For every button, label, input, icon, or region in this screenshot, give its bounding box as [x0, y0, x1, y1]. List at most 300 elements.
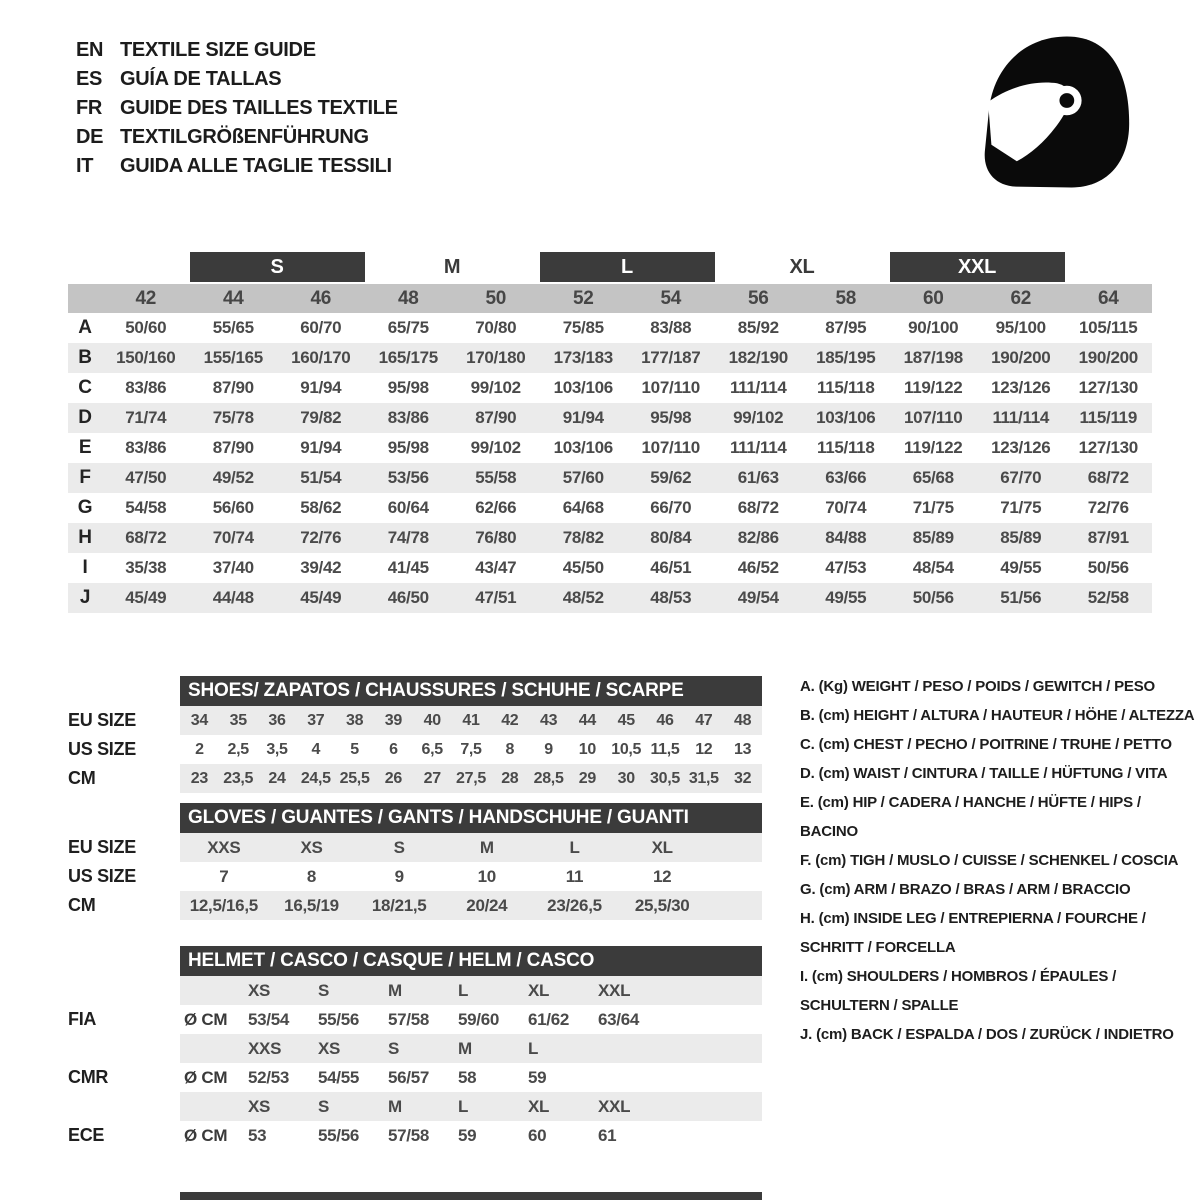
measure-cell: 127/130 [1078, 438, 1138, 457]
shoes-cell: 6 [389, 740, 398, 758]
size-number-cell: 46 [310, 287, 332, 309]
measure-cell: 83/88 [650, 318, 692, 337]
helmet-cell: 59 [528, 1067, 547, 1087]
measure-cell: 57/60 [562, 468, 604, 487]
helmet-cell: L [458, 1096, 469, 1116]
measure-cell: 95/98 [387, 378, 429, 397]
size-number-cell: 56 [747, 287, 769, 309]
legend-item: F. (cm) TIGH / MUSLO / CUISSE / SCHENKEL / COSCIA [800, 852, 1179, 869]
measure-row-I [68, 553, 1152, 583]
gloves-cell: 10 [477, 866, 496, 886]
shoes-values [180, 764, 762, 793]
measure-cell: 70/74 [825, 498, 867, 517]
measure-cell: 71/74 [125, 408, 167, 427]
gloves-section-title: GLOVES / GUANTES / GANTS / HANDSCHUHE / GUANTI [180, 803, 762, 833]
shoes-cell: 42 [501, 711, 519, 729]
legend-item: B. (cm) HEIGHT / ALTURA / HAUTEUR / HÖHE / ALTEZZA [800, 707, 1195, 724]
gloves-values [180, 891, 762, 920]
shoes-cell: 3,5 [266, 740, 288, 758]
helmet-cell: M [388, 1096, 402, 1116]
shoes-cell: 8 [505, 740, 515, 758]
size-number-cell: 58 [835, 287, 857, 309]
measure-cell: 65/68 [912, 468, 954, 487]
shoes-cell: 23 [190, 769, 208, 787]
helmet-cell: XXL [598, 1096, 631, 1116]
measure-cell: 91/94 [562, 408, 604, 427]
measure-cell: 123/126 [991, 438, 1051, 457]
measure-cell: 119/122 [904, 438, 963, 457]
helmet-section [68, 946, 762, 1150]
measure-cell: 85/89 [1000, 528, 1042, 547]
measure-cell: 49/55 [825, 588, 867, 607]
shoes-cell: 39 [384, 711, 402, 729]
standard-label [68, 976, 180, 1005]
measure-cell: 71/75 [912, 498, 954, 517]
shoes-cell: 10,5 [611, 740, 642, 758]
size-number-cell: 50 [485, 287, 507, 309]
measure-row-G [68, 493, 1152, 523]
shoes-cell: 13 [733, 740, 752, 758]
shoes-cell: 11,5 [650, 740, 680, 758]
measure-cell: 91/94 [300, 438, 342, 457]
measure-cell: 87/90 [212, 438, 254, 457]
shoes-cell: 10 [578, 740, 596, 758]
measure-cell: 165/175 [378, 348, 438, 367]
measure-cell: 79/82 [300, 408, 342, 427]
language-row-it [76, 152, 398, 181]
measure-cell: 74/78 [387, 528, 429, 547]
measure-cell: 187/198 [903, 348, 963, 367]
shoes-cell: 24,5 [300, 769, 331, 787]
measure-cell: 51/54 [300, 468, 342, 487]
row-letter: C [78, 377, 92, 398]
size-number-cell: 42 [135, 287, 157, 309]
shoes-row [68, 764, 762, 793]
size-band-xxl: XXL [890, 252, 1065, 282]
measure-cell: 48/52 [562, 588, 604, 607]
helmet-values [180, 1121, 762, 1150]
measure-cell: 35/38 [125, 558, 167, 577]
gloves-cell: 25,5/30 [634, 895, 690, 915]
measure-cell: 90/100 [908, 318, 959, 337]
shoes-values [180, 735, 762, 764]
helmet-cell: 61 [598, 1125, 617, 1145]
measure-cell: 49/52 [212, 468, 254, 487]
measure-cell: 49/55 [1000, 558, 1042, 577]
helmet-cell: XS [248, 1096, 271, 1116]
legend-item: A. (Kg) WEIGHT / PESO / POIDS / GEWITCH / PESO [800, 678, 1155, 695]
measure-cell: 107/110 [641, 378, 700, 397]
size-number-cell: 60 [922, 287, 944, 309]
gloves-values [180, 833, 762, 862]
measure-cell: 49/54 [737, 588, 779, 607]
helmet-cell: XXL [598, 980, 631, 1000]
measure-cell: 44/48 [212, 588, 254, 607]
legend-item: D. (cm) WAIST / CINTURA / TAILLE / HÜFTUNG / VITA [800, 765, 1168, 782]
measure-cell: 87/90 [475, 408, 517, 427]
measure-cell: 48/54 [912, 558, 954, 577]
language-row-es [76, 65, 398, 94]
side-label: CM [68, 895, 96, 915]
corner-spacer [68, 284, 102, 313]
shoes-cell: 2 [195, 740, 204, 758]
measure-cell: 103/106 [553, 378, 613, 397]
shoes-cell: 30 [617, 769, 635, 787]
helmet-cell: XS [248, 980, 271, 1000]
shoes-cell: 32 [733, 769, 752, 787]
measure-cell: 83/86 [125, 378, 167, 397]
helmet-cell: 58 [458, 1067, 477, 1087]
shoes-cell: 23,5 [223, 769, 254, 787]
helmet-cell: 57/58 [388, 1125, 430, 1145]
measure-cell: 50/56 [912, 588, 954, 607]
language-title-list [76, 36, 398, 181]
measure-cell: 53/56 [387, 468, 429, 487]
helmet-title-row [68, 946, 762, 976]
guide-title: GUIDA ALLE TAGLIE TESSILI [120, 155, 392, 177]
measure-cell: 87/91 [1087, 528, 1129, 547]
shoes-cell: 37 [307, 711, 325, 729]
helmet-cell: 63/64 [598, 1009, 640, 1029]
guide-title: GUÍA DE TALLAS [120, 68, 282, 90]
gloves-cell: 16,5/19 [284, 895, 339, 915]
shoes-cell: 43 [539, 711, 558, 729]
measure-cell: 68/72 [737, 498, 779, 517]
measure-cell: 72/76 [300, 528, 342, 547]
measure-cell: 123/126 [991, 378, 1051, 397]
gloves-cell: 18/21,5 [371, 895, 427, 915]
shoes-cell: 30,5 [650, 769, 680, 787]
measure-cell: 190/200 [991, 348, 1051, 367]
language-code: ES [76, 68, 103, 90]
helmet-values [180, 1005, 762, 1034]
measure-cell: 47/53 [825, 558, 867, 577]
legend-item: I. (cm) SHOULDERS / HOMBROS / ÉPAULES / SCHULTERN / SPALLE [800, 968, 1117, 1014]
measure-cell: 62/66 [475, 498, 517, 517]
measure-cell: 78/82 [562, 528, 604, 547]
helmet-cell: XXS [248, 1038, 282, 1058]
language-code: DE [76, 126, 104, 148]
measure-row-A [68, 313, 1152, 343]
gloves-cell: XS [300, 837, 323, 857]
legend-item: C. (cm) CHEST / PECHO / POITRINE / TRUHE / PETTO [800, 736, 1172, 753]
language-code: IT [76, 155, 94, 177]
helmet-cell: 53/54 [248, 1009, 290, 1029]
measure-cell: 47/50 [125, 468, 167, 487]
measure-cell: 83/86 [387, 408, 429, 427]
shoes-cell: 6,5 [421, 740, 443, 758]
shoes-cell: 27,5 [456, 769, 486, 787]
measure-cell: 127/130 [1078, 378, 1138, 397]
measure-cell: 70/74 [212, 528, 254, 547]
measure-cell: 52/58 [1087, 588, 1129, 607]
helmet-row-ece [68, 1121, 762, 1150]
measure-cell: 84/88 [825, 528, 867, 547]
measure-cell: 99/102 [470, 438, 521, 457]
helmet-cell: 54/55 [318, 1067, 360, 1087]
measure-cell: 87/90 [212, 378, 254, 397]
helmet-row [68, 1034, 762, 1063]
measure-row-F [68, 463, 1152, 493]
measure-cell: 46/52 [737, 558, 779, 577]
helmet-cell: XL [528, 980, 550, 1000]
shoes-cell: 31,5 [688, 769, 719, 787]
measure-cell: 46/50 [387, 588, 429, 607]
gloves-cell: M [479, 837, 494, 857]
helmet-cell: S [318, 980, 330, 1000]
measure-cell: 48/53 [650, 588, 692, 607]
row-letter: G [77, 497, 93, 518]
row-letter: H [78, 527, 92, 548]
language-row-en [76, 36, 398, 65]
helmet-cell: 52/53 [248, 1067, 290, 1087]
measure-cell: 85/89 [912, 528, 954, 547]
shoes-cell: 38 [345, 711, 364, 729]
measure-cell: 95/98 [650, 408, 692, 427]
side-label: US SIZE [68, 739, 136, 759]
size-number-cell: 64 [1097, 287, 1119, 309]
side-label: EU SIZE [68, 710, 136, 730]
measure-cell: 150/160 [116, 348, 176, 367]
row-letter: J [79, 587, 91, 608]
helmet-row [68, 976, 762, 1005]
measure-row-E [68, 433, 1152, 463]
measure-cell: 85/92 [737, 318, 779, 337]
diameter-unit-cell [180, 1034, 244, 1063]
diameter-unit-cell [180, 1092, 244, 1121]
measure-cell: 58/62 [300, 498, 342, 517]
diameter-unit-cell: Ø CM [184, 1125, 228, 1145]
gloves-values [180, 862, 762, 891]
size-number-cell: 54 [660, 287, 682, 309]
measure-cell: 111/114 [729, 438, 787, 457]
gloves-cell: 12 [653, 866, 672, 886]
gloves-cell: 9 [394, 866, 404, 886]
shoes-cell: 24 [268, 769, 286, 787]
measure-cell: 51/56 [1000, 588, 1042, 607]
measure-cell: 63/66 [825, 468, 867, 487]
helmet-cell: 59/60 [458, 1009, 500, 1029]
row-letter: F [79, 467, 91, 488]
measure-cell: 68/72 [1087, 468, 1129, 487]
shoes-section [68, 676, 762, 793]
measure-cell: 75/78 [212, 408, 254, 427]
measure-cell: 182/190 [728, 348, 788, 367]
cropped-section-bar [180, 1192, 762, 1200]
gloves-cell: 11 [565, 866, 584, 886]
measure-cell: 50/56 [1087, 558, 1129, 577]
gloves-row [68, 862, 762, 891]
measure-cell: 111/114 [729, 378, 787, 397]
gloves-rows [68, 833, 762, 920]
guide-title: GUIDE DES TAILLES TEXTILE [120, 97, 398, 119]
helmet-cell: XL [528, 1096, 550, 1116]
measure-cell: 67/70 [1000, 468, 1042, 487]
guide-title: TEXTILGRÖßENFÜHRUNG [120, 126, 369, 148]
size-band-l: L [540, 252, 715, 282]
shoes-cell: 26 [384, 769, 402, 787]
measure-row-B [68, 343, 1152, 373]
measure-row-C [68, 373, 1152, 403]
measure-row-H [68, 523, 1152, 553]
shoes-cell: 25,5 [339, 769, 370, 787]
helmet-cell: 55/56 [318, 1125, 360, 1145]
size-band-xl: XL [789, 255, 815, 278]
measure-cell: 55/65 [212, 318, 254, 337]
row-letter: E [78, 437, 92, 458]
measure-cell: 68/72 [125, 528, 167, 547]
shoes-row [68, 735, 762, 764]
measure-cell: 87/95 [825, 318, 867, 337]
standard-label: ECE [68, 1125, 105, 1145]
measure-cell: 39/42 [300, 558, 342, 577]
shoes-values [180, 706, 762, 735]
measure-cell: 46/51 [650, 558, 692, 577]
shoes-cell: 45 [617, 711, 635, 729]
measure-cell: 75/85 [562, 318, 604, 337]
measure-cell: 50/60 [125, 318, 167, 337]
gloves-cell: 12,5/16,5 [189, 895, 258, 915]
standard-label [68, 1034, 180, 1063]
shoes-cell: 35 [229, 711, 247, 729]
measure-cell: 99/102 [470, 378, 521, 397]
row-letter: B [78, 347, 92, 368]
shoes-cell: 28 [501, 769, 519, 787]
shoes-cell: 29 [578, 769, 596, 787]
standard-label [68, 1092, 180, 1121]
measure-cell: 65/75 [387, 318, 429, 337]
shoes-cell: 46 [656, 711, 674, 729]
helmet-cell: XS [318, 1038, 341, 1058]
shoes-cell: 28,5 [533, 769, 564, 787]
helmet-cell: 60 [528, 1125, 547, 1145]
measurement-legend [800, 672, 1198, 1049]
racing-helmet-icon [975, 30, 1139, 194]
measure-cell: 107/110 [641, 438, 700, 457]
helmet-cell: S [388, 1038, 400, 1058]
helmet-values [180, 1034, 762, 1063]
helmet-cell: 59 [458, 1125, 477, 1145]
size-band-row [68, 252, 1152, 282]
measure-cell: 70/80 [475, 318, 517, 337]
measure-cell: 61/63 [737, 468, 779, 487]
shoes-cell: 5 [350, 740, 359, 758]
gloves-cell: XL [651, 837, 673, 857]
shoes-section-title: SHOES/ ZAPATOS / CHAUSSURES / SCHUHE / SCARPE [180, 676, 762, 706]
size-number-cell: 52 [572, 287, 594, 309]
shoes-cell: 36 [268, 711, 286, 729]
measure-cell: 99/102 [733, 408, 784, 427]
row-letter: D [78, 407, 92, 428]
legend-item: J. (cm) BACK / ESPALDA / DOS / ZURÜCK / INDIETRO [800, 1026, 1174, 1043]
shoes-cell: 2,5 [227, 740, 249, 758]
measure-cell: 170/180 [466, 348, 526, 367]
measure-cell: 45/50 [562, 558, 604, 577]
measure-cell: 155/165 [203, 348, 263, 367]
side-label: US SIZE [68, 866, 136, 886]
helmet-cell: S [318, 1096, 330, 1116]
gloves-row [68, 891, 762, 920]
measure-cell: 95/100 [995, 318, 1046, 337]
side-label: CM [68, 768, 96, 788]
gloves-cell: S [393, 837, 405, 857]
legend-item: E. (cm) HIP / CADERA / HANCHE / HÜFTE / HIPS / BACINO [800, 794, 1141, 840]
measure-cell: 59/62 [650, 468, 692, 487]
size-number-row [68, 284, 1152, 313]
shoes-cell: 34 [190, 711, 208, 729]
row-letter: A [78, 317, 92, 338]
diameter-unit-cell: Ø CM [184, 1067, 228, 1087]
measurement-rows [68, 313, 1152, 613]
helmet-values [180, 1063, 762, 1092]
helmet-cell: 61/62 [528, 1009, 570, 1029]
legend-item: G. (cm) ARM / BRAZO / BRAS / ARM / BRACCIO [800, 881, 1131, 898]
guide-title: TEXTILE SIZE GUIDE [120, 39, 316, 61]
gloves-cell: L [569, 837, 580, 857]
helmet-cell: L [458, 980, 469, 1000]
measure-cell: 47/51 [475, 588, 517, 607]
diameter-unit-cell [180, 976, 244, 1005]
language-code: FR [76, 97, 103, 119]
measure-cell: 55/58 [475, 468, 517, 487]
helmet-rows [68, 976, 762, 1150]
shoes-cell: 7,5 [460, 740, 482, 758]
measure-cell: 37/40 [212, 558, 254, 577]
measure-cell: 115/118 [817, 378, 875, 397]
shoes-rows [68, 706, 762, 793]
measure-cell: 76/80 [475, 528, 517, 547]
helmet-cell: M [458, 1038, 472, 1058]
shoes-cell: 9 [544, 740, 553, 758]
measure-cell: 41/45 [387, 558, 429, 577]
helmet-cell: L [528, 1038, 539, 1058]
gloves-title-row [68, 803, 762, 833]
row-letter: I [82, 557, 88, 578]
standard-label: CMR [68, 1067, 109, 1087]
gloves-cell: 23/26,5 [547, 895, 602, 915]
measure-cell: 103/106 [553, 438, 613, 457]
helmet-section-title: HELMET / CASCO / CASQUE / HELM / CASCO [180, 946, 762, 976]
measure-cell: 160/170 [291, 348, 351, 367]
measure-cell: 80/84 [650, 528, 692, 547]
measure-cell: 111/114 [992, 408, 1050, 427]
measure-cell: 54/58 [125, 498, 167, 517]
spacer [68, 946, 180, 976]
measure-cell: 177/187 [641, 348, 701, 367]
shoes-cell: 44 [578, 711, 596, 729]
measure-row-D [68, 403, 1152, 433]
shoes-cell: 48 [733, 711, 752, 729]
standard-label: FIA [68, 1009, 97, 1029]
size-number-cell: 44 [222, 287, 244, 309]
shoes-cell: 47 [695, 711, 713, 729]
measure-cell: 83/86 [125, 438, 167, 457]
measure-cell: 115/119 [1079, 408, 1137, 427]
measure-cell: 91/94 [300, 378, 342, 397]
spacer [68, 803, 180, 833]
legend-item: H. (cm) INSIDE LEG / ENTREPIERNA / FOURCHE / SCHRITT / FORCELLA [800, 910, 1146, 956]
shoes-row [68, 706, 762, 735]
helmet-row [68, 1092, 762, 1121]
language-row-de [76, 123, 398, 152]
measure-cell: 45/49 [300, 588, 342, 607]
size-band-m: M [443, 255, 461, 278]
helmet-cell: 57/58 [388, 1009, 430, 1029]
gloves-cell: 20/24 [466, 895, 508, 915]
measure-cell: 105/115 [1079, 318, 1138, 337]
shoes-cell: 27 [423, 769, 441, 787]
size-number-cell: 48 [397, 287, 419, 309]
